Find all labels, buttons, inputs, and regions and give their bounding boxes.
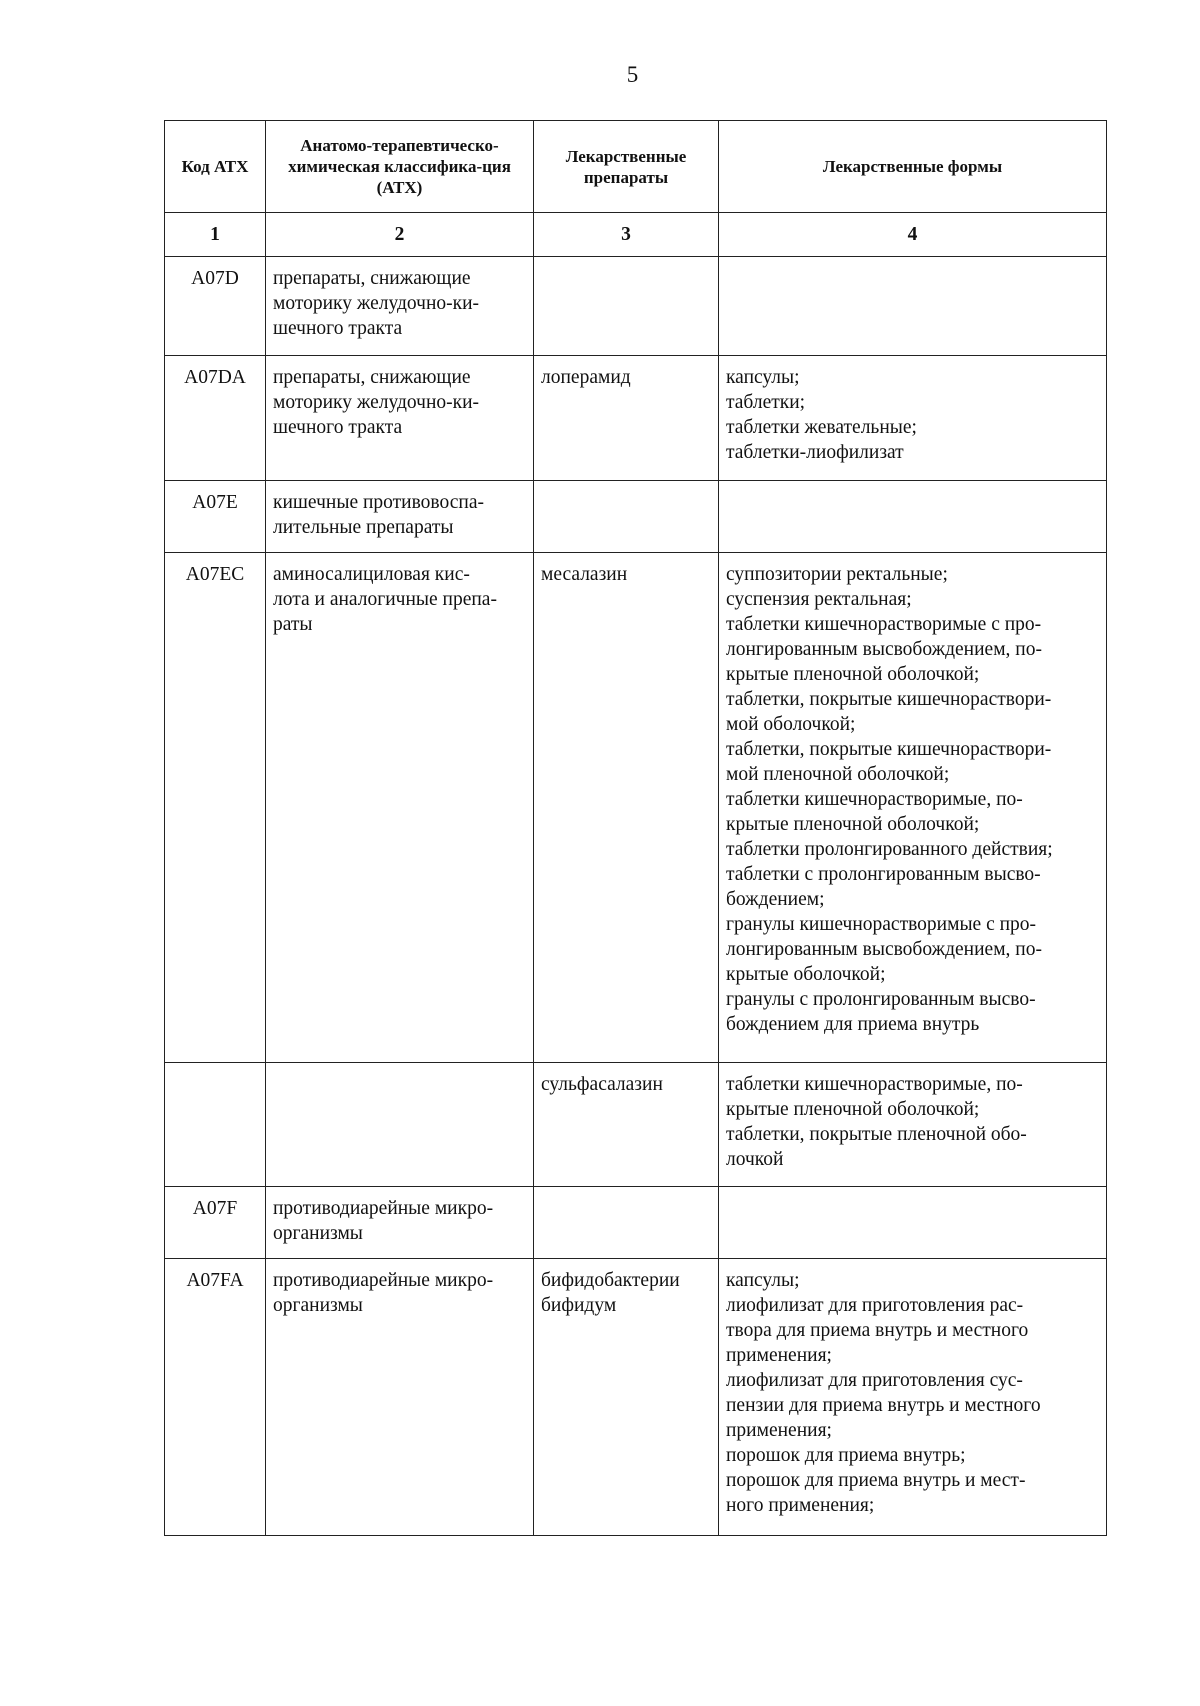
table-row	[165, 1187, 1107, 1259]
drug-cell	[534, 1259, 719, 1536]
column-number-row	[165, 213, 1107, 257]
atx-code-cell	[165, 356, 266, 481]
dosage-form-line: применения;	[726, 1420, 832, 1441]
dosage-form-line: крытые пленочной оболочкой;	[726, 1099, 980, 1120]
atx-code: A07F	[192, 1198, 238, 1219]
classification-cell	[266, 481, 534, 553]
drug-cell	[534, 257, 719, 356]
atx-code-cell	[165, 257, 266, 356]
drug-cell	[534, 356, 719, 481]
classification-cell	[266, 553, 534, 1063]
drug-cell	[534, 1187, 719, 1259]
atx-code: A07DA	[184, 367, 246, 388]
dosage-form-line: суспензия ректальная;	[726, 589, 912, 610]
classification-cell	[266, 356, 534, 481]
atx-code-cell	[165, 481, 266, 553]
page-number: 5	[626, 62, 639, 87]
dosage-form-line: таблетки жевательные;	[726, 417, 917, 438]
atx-code-cell	[165, 1259, 266, 1536]
dosage-form-line: таблетки кишечнорастворимые, по-	[726, 789, 1023, 810]
classification-line: аминосалициловая кис-	[273, 564, 470, 585]
table-row	[165, 257, 1107, 356]
dosage-form-line: крытые пленочной оболочкой;	[726, 814, 980, 835]
dosage-forms-cell	[719, 356, 1107, 481]
dosage-form-line: порошок для приема внутрь и мест-	[726, 1470, 1026, 1491]
classification-line: организмы	[273, 1223, 363, 1244]
classification-line: организмы	[273, 1295, 363, 1316]
column-number-1: 1	[165, 213, 266, 257]
classification-line: шечного тракта	[273, 417, 403, 438]
dosage-form-line: таблетки кишечнорастворимые, по-	[726, 1074, 1023, 1095]
dosage-form-line: лиофилизат для приготовления рас-	[726, 1295, 1024, 1316]
dosage-form-line: крытые оболочкой;	[726, 964, 886, 985]
header-classification: Анатомо-терапевтическо-химическая классифика-ция (АТХ)	[266, 121, 534, 213]
dosage-form-line: суппозитории ректальные;	[726, 564, 948, 585]
dosage-form-line: таблетки пролонгированного действия;	[726, 839, 1053, 860]
table-row	[165, 356, 1107, 481]
dosage-forms-cell	[719, 481, 1107, 553]
header-code: Код АТХ	[165, 121, 266, 213]
dosage-form-line: пензии для приема внутрь и местного	[726, 1395, 1041, 1416]
drug-cell	[534, 553, 719, 1063]
drug-cell	[534, 481, 719, 553]
dosage-form-line: таблетки кишечнорастворимые с про-	[726, 614, 1042, 635]
classification-line: противодиарейные микро-	[273, 1198, 494, 1219]
classification-line: лота и аналогичные препа-	[273, 589, 497, 610]
dosage-form-line: порошок для приема внутрь;	[726, 1445, 966, 1466]
dosage-forms-cell	[719, 257, 1107, 356]
dosage-form-line: ного применения;	[726, 1495, 875, 1516]
dosage-forms-cell	[719, 1063, 1107, 1187]
dosage-form-line: гранулы с пролонгированным высво-	[726, 989, 1036, 1010]
dosage-form-line: таблетки, покрытые пленочной обо-	[726, 1124, 1027, 1145]
classification-line: препараты, снижающие	[273, 367, 471, 388]
dosage-form-line: лиофилизат для приготовления сус-	[726, 1370, 1023, 1391]
classification-line: моторику желудочно-ки-	[273, 293, 480, 314]
classification-line: противодиарейные микро-	[273, 1270, 494, 1291]
classification-cell	[266, 1063, 534, 1187]
dosage-forms-cell	[719, 1259, 1107, 1536]
table-body	[165, 257, 1107, 1536]
atx-code: A07D	[191, 268, 239, 289]
dosage-form-line: лонгированным высвобождением, по-	[726, 639, 1042, 660]
dosage-form-line: таблетки-лиофилизат	[726, 442, 904, 463]
atx-code-cell	[165, 1063, 266, 1187]
dosage-form-line: твора для приема внутрь и местного	[726, 1320, 1029, 1341]
classification-cell	[266, 1187, 534, 1259]
drug-name: бифидобактерии бифидум	[541, 1270, 680, 1316]
dosage-forms-cell	[719, 553, 1107, 1063]
column-number-4: 4	[719, 213, 1107, 257]
classification-line: препараты, снижающие	[273, 268, 471, 289]
header-forms: Лекарственные формы	[719, 121, 1107, 213]
classification-line: кишечные противовоспа-	[273, 492, 484, 513]
classification-cell	[266, 1259, 534, 1536]
classification-line: раты	[273, 614, 313, 635]
atx-code-cell	[165, 1187, 266, 1259]
dosage-form-line: капсулы;	[726, 1270, 800, 1291]
dosage-form-line: мой пленочной оболочкой;	[726, 764, 950, 785]
drug-name: сульфасалазин	[541, 1074, 663, 1095]
dosage-form-line: таблетки;	[726, 392, 806, 413]
drug-name: лоперамид	[541, 367, 631, 388]
header-drugs: Лекарственные препараты	[534, 121, 719, 213]
classification-line: лительные препараты	[273, 517, 454, 538]
classification-cell	[266, 257, 534, 356]
column-number-3: 3	[534, 213, 719, 257]
dosage-form-line: мой оболочкой;	[726, 714, 856, 735]
dosage-form-line: применения;	[726, 1345, 832, 1366]
table-row	[165, 1063, 1107, 1187]
atx-code: A07FA	[186, 1270, 244, 1291]
dosage-form-line: таблетки, покрытые кишечнораствори-	[726, 689, 1052, 710]
drug-name: месалазин	[541, 564, 628, 585]
classification-line: шечного тракта	[273, 318, 403, 339]
table-row	[165, 1259, 1107, 1536]
table-row	[165, 481, 1107, 553]
dosage-form-line: лочкой	[726, 1149, 784, 1170]
atx-table	[164, 120, 1107, 1536]
dosage-form-line: бождением для приема внутрь	[726, 1014, 980, 1035]
dosage-form-line: гранулы кишечнорастворимые с про-	[726, 914, 1037, 935]
dosage-form-line: таблетки, покрытые кишечнораствори-	[726, 739, 1052, 760]
dosage-form-line: бождением;	[726, 889, 825, 910]
atx-code: A07EC	[185, 564, 245, 585]
dosage-form-line: капсулы;	[726, 367, 800, 388]
header-row	[165, 121, 1107, 213]
dosage-forms-cell	[719, 1187, 1107, 1259]
dosage-form-line: лонгированным высвобождением, по-	[726, 939, 1042, 960]
column-number-2: 2	[266, 213, 534, 257]
classification-line: моторику желудочно-ки-	[273, 392, 480, 413]
table-row	[165, 553, 1107, 1063]
atx-code-cell	[165, 553, 266, 1063]
dosage-form-line: таблетки с пролонгированным высво-	[726, 864, 1041, 885]
atx-code: A07E	[192, 492, 238, 513]
drug-cell	[534, 1063, 719, 1187]
dosage-form-line: крытые пленочной оболочкой;	[726, 664, 980, 685]
